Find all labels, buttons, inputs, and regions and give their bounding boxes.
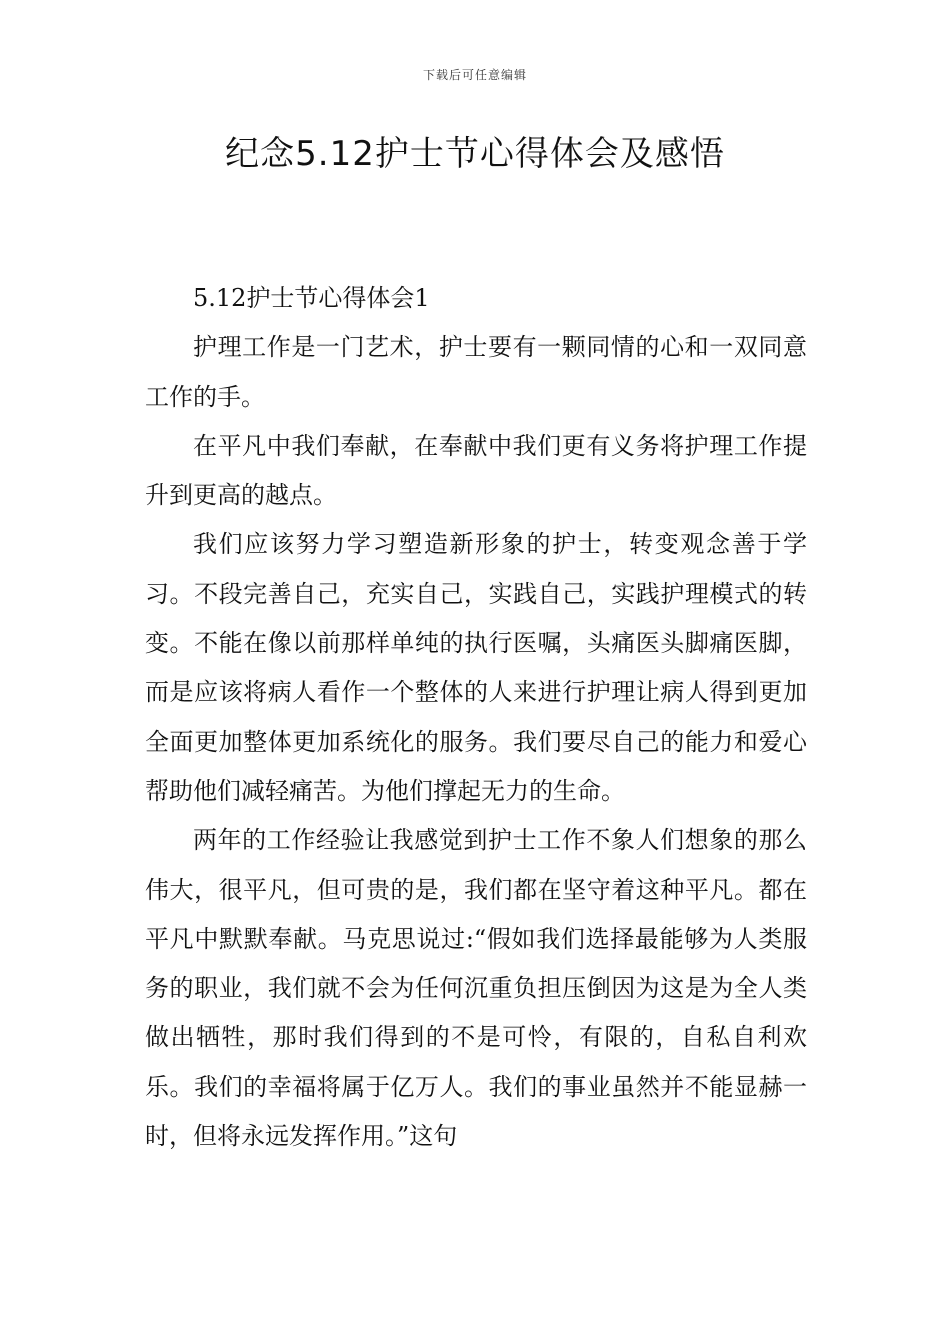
paragraph: 在平凡中我们奉献，在奉献中我们更有义务将护理工作提升到更高的越点。 xyxy=(145,431,807,510)
section-heading: 5.12护士节心得体会1 xyxy=(193,284,430,312)
paragraph: 护理工作是一门艺术，护士要有一颗同情的心和一双同意工作的手。 xyxy=(145,333,807,411)
paragraph: 两年的工作经验让我感觉到护士工作不象人们想象的那么伟大，很平凡，但可贵的是，我们都在坚守着这种平凡。都在平凡中默默奉献。马克思说过:“假如我们选择最能够为人类服务的职业，我们就不会为任何沉重负担压倒因为这是为全人类做出牺牲，那时我们得到的不是可怜，有限的，自私自利欢乐。我们的幸福将属于亿万人。我们的事业虽然并不能显赫一时，但将永远发挥作用。”这句 xyxy=(145,826,807,1151)
document-title: 纪念5.12护士节心得体会及感悟 xyxy=(225,134,725,174)
paragraph: 我们应该努力学习塑造新形象的护士，转变观念善于学习。不段完善自己，充实自己，实践自己，实践护理模式的转变。不能在像以前那样单纯的执行医嘱，头痛医头脚痛医脚，而是应该将病人看作一个整体的人来进行护理让病人得到更加全面更加整体更加系统化的服务。我们要尽自己的能力和爱心帮助他们减轻痛苦。为他们撑起无力的生命。 xyxy=(145,530,807,805)
header-note: 下载后可任意编辑 xyxy=(422,68,527,82)
document-body xyxy=(145,274,807,1161)
